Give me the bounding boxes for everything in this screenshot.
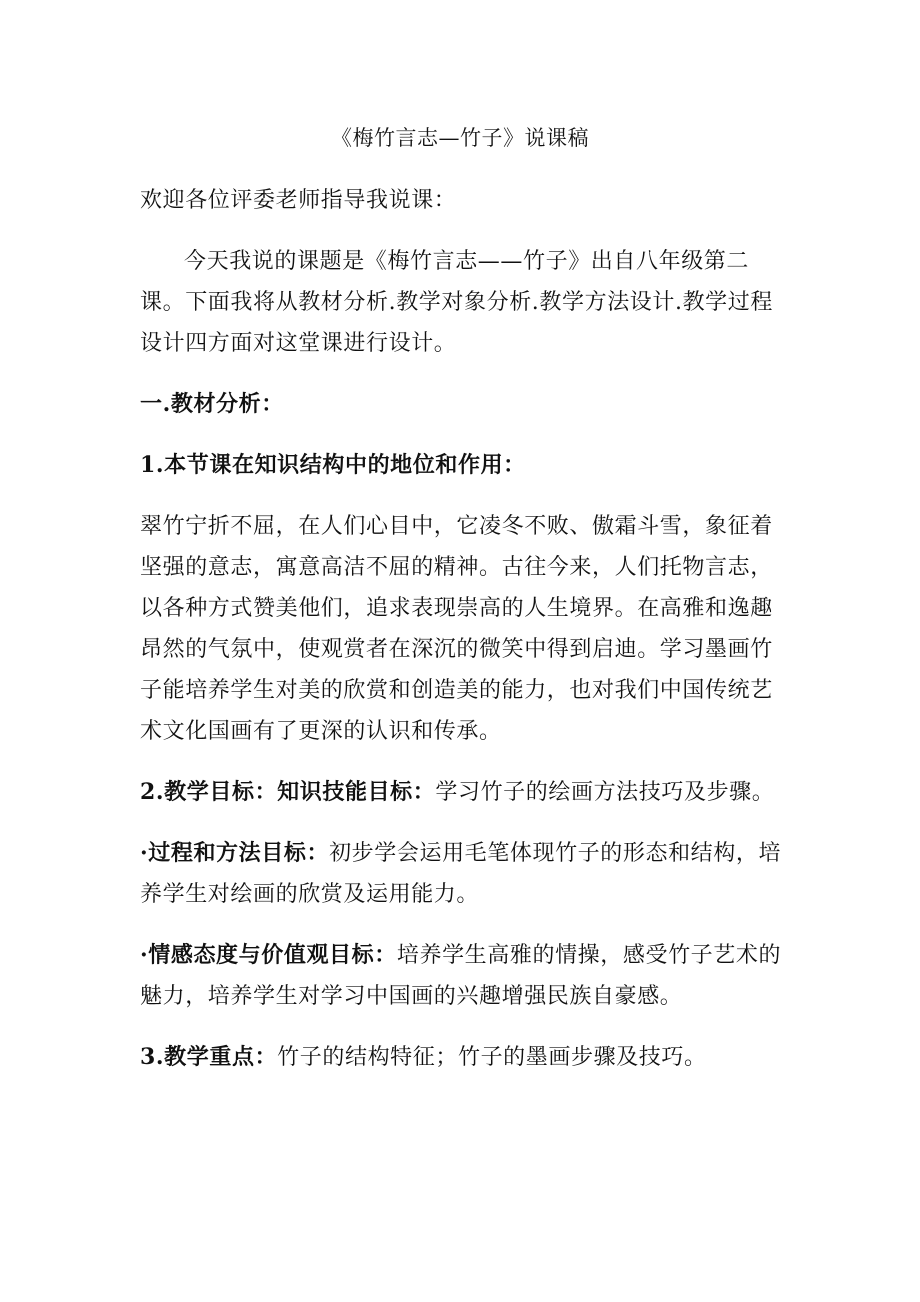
intro-paragraph: 今天我说的课题是《梅竹言志——竹子》出自八年级第二课。下面我将从教材分析.教学对象分析.教学方法设计.教学过程设计四方面对这堂课进行设计。 xyxy=(140,249,773,356)
teaching-focus-label: 3.教学重点： xyxy=(140,1044,278,1070)
process-method-goal-paragraph xyxy=(140,833,790,915)
position-role-paragraph: 翠竹宁折不屈，在人们心目中，它凌冬不败、傲霜斗雪，象征着坚强的意志，寓意高洁不屈的精神。古往今来，人们托物言志，以各种方式赞美他们，追求表现崇高的人生境界。在高雅和逸趣昂然的气氛中，使观赏者在深沉的微笑中得到启迪。学习墨画竹子能培养学生对美的欣赏和创造美的能力，也对我们中国传统艺术文化国画有了更深的认识和传承。 xyxy=(140,514,773,744)
teaching-focus-text: 竹子的结构特征；竹子的墨画步骤及技巧。 xyxy=(277,1045,707,1070)
teaching-goals-label: 2.教学目标：知识技能目标： xyxy=(140,779,436,805)
teaching-goals-paragraph xyxy=(140,772,790,813)
emotion-value-goal-paragraph xyxy=(140,935,790,1017)
document-body xyxy=(140,180,790,1078)
greeting-paragraph: 欢迎各位评委老师指导我说课： xyxy=(140,188,457,213)
emotion-value-goal-label: ·情感态度与价值观目标： xyxy=(140,942,397,968)
emotion-value-goal-text: 培养学生高雅的情操，感受竹子艺术的魅力，培养学生对学习中国画的兴趣增强民族自豪感。 xyxy=(140,943,782,1009)
teaching-goals-text: 学习竹子的绘画方法技巧及步骤。 xyxy=(435,780,775,805)
teaching-focus-paragraph xyxy=(140,1037,790,1078)
process-method-goal-label: ·过程和方法目标： xyxy=(140,840,330,866)
process-method-goal-text: 初步学会运用毛笔体现竹子的形态和结构，培养学生对绘画的欣赏及运用能力。 xyxy=(140,841,782,907)
document-title: 《梅竹言志—竹子》说课稿 xyxy=(331,126,589,150)
item-heading-position-role: 1.本节课在知识结构中的地位和作用： xyxy=(140,452,526,478)
section-heading-textbook-analysis: 一.教材分析： xyxy=(140,391,284,417)
